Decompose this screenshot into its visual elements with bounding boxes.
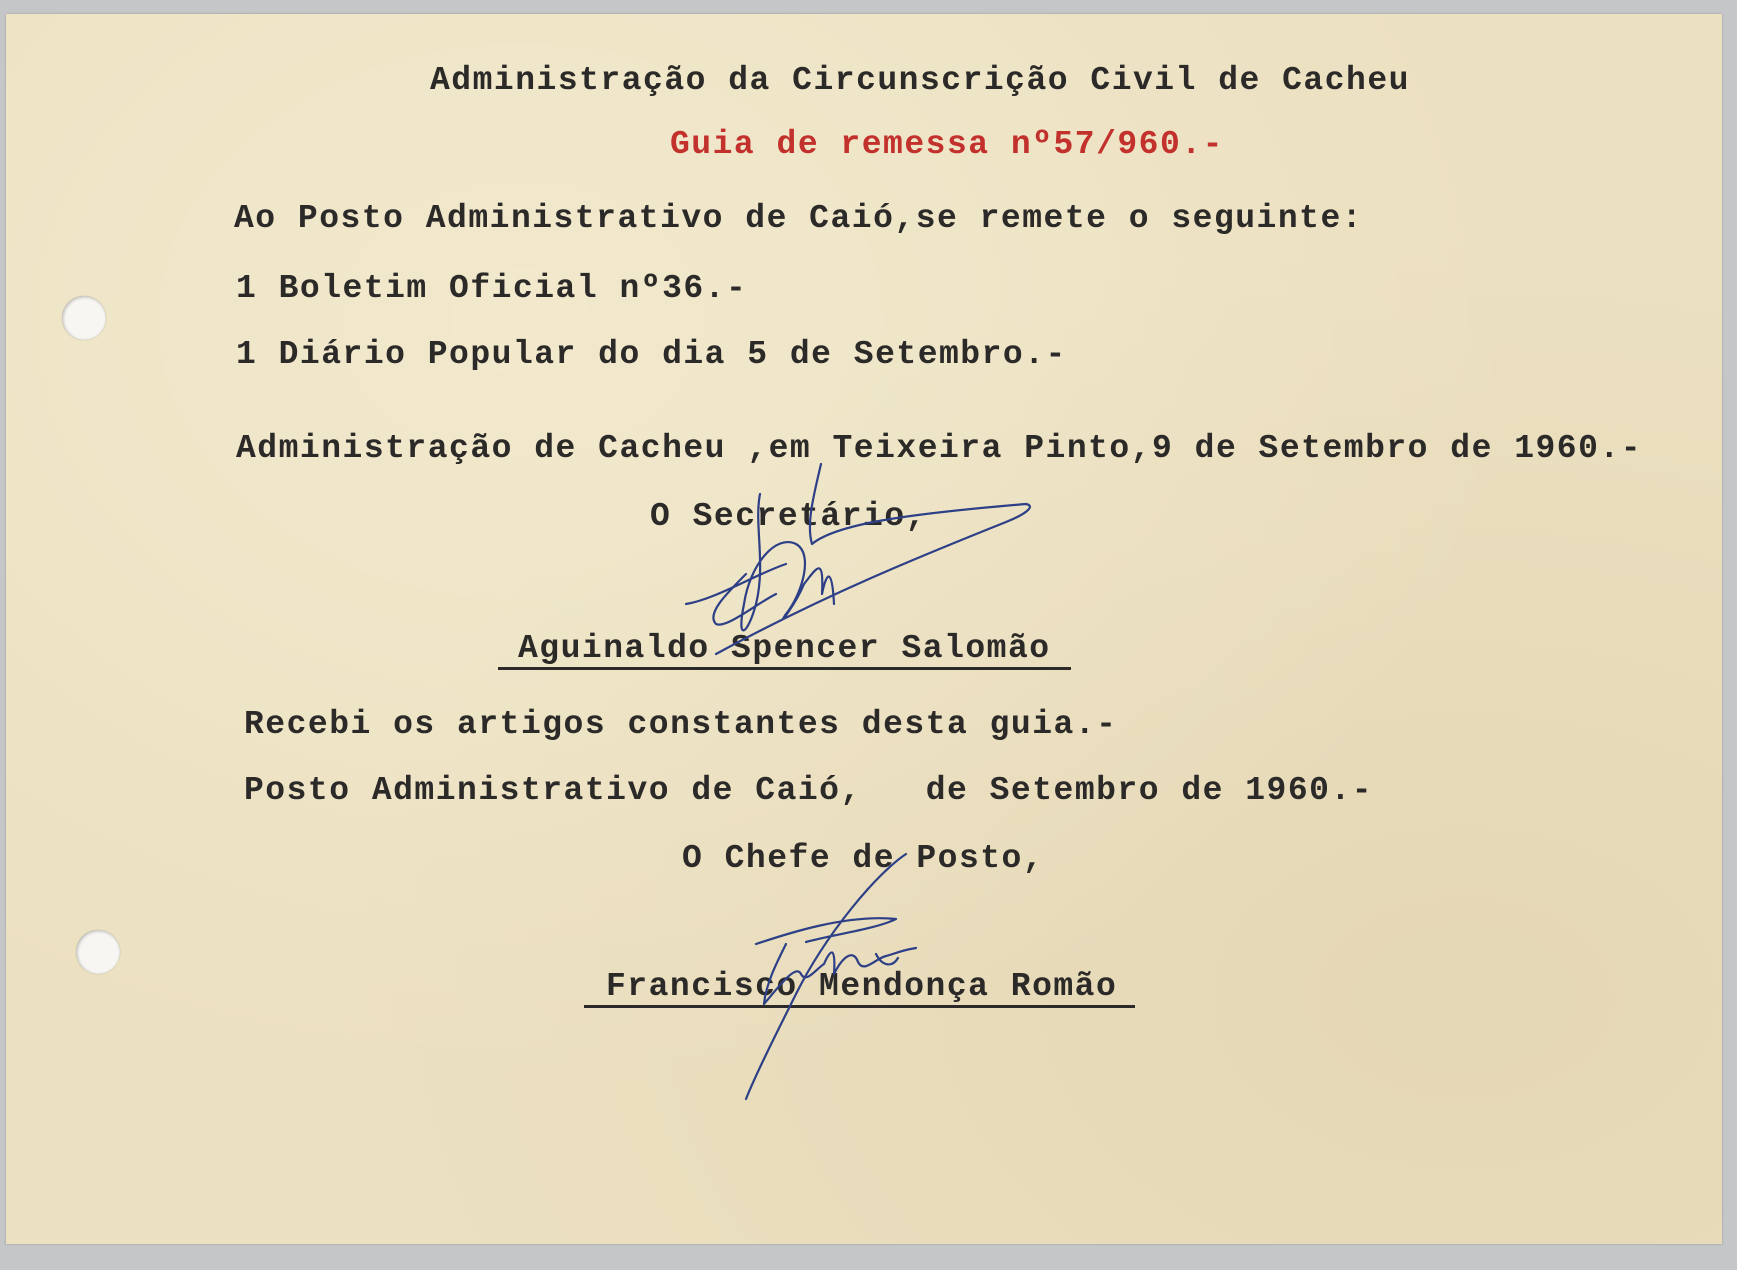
chief-name: Francisco Mendonça Romão <box>584 968 1135 1008</box>
intro-line: Ao Posto Administrativo de Caió,se remete o seguinte: <box>234 200 1364 237</box>
secretary-name: Aguinaldo Spencer Salomão <box>498 630 1071 670</box>
document-header: Administração da Circunscrição Civil de Cacheu <box>430 62 1410 99</box>
receipt-line: Recebi os artigos constantes desta guia.- <box>244 706 1118 743</box>
secretary-signature <box>626 454 1186 754</box>
item-line-1: 1 Boletim Oficial nº36.- <box>236 270 748 307</box>
receipt-place-date-line: Posto Administrativo de Caió, de Setembro de 1960.- <box>244 772 1374 809</box>
place-date-line: Administração de Cacheu ,em Teixeira Pinto,9 de Setembro de 1960.- <box>236 430 1643 467</box>
secretary-title: O Secretário, <box>650 498 927 535</box>
guide-title: Guia de remessa nº57/960.- <box>670 126 1224 163</box>
item-line-2: 1 Diário Popular do dia 5 de Setembro.- <box>236 336 1067 373</box>
chief-signature <box>726 854 1026 1114</box>
punch-hole-bottom <box>76 930 120 974</box>
chief-title: O Chefe de Posto, <box>682 840 1045 877</box>
punch-hole-top <box>62 296 106 340</box>
document-sheet <box>6 14 1722 1244</box>
